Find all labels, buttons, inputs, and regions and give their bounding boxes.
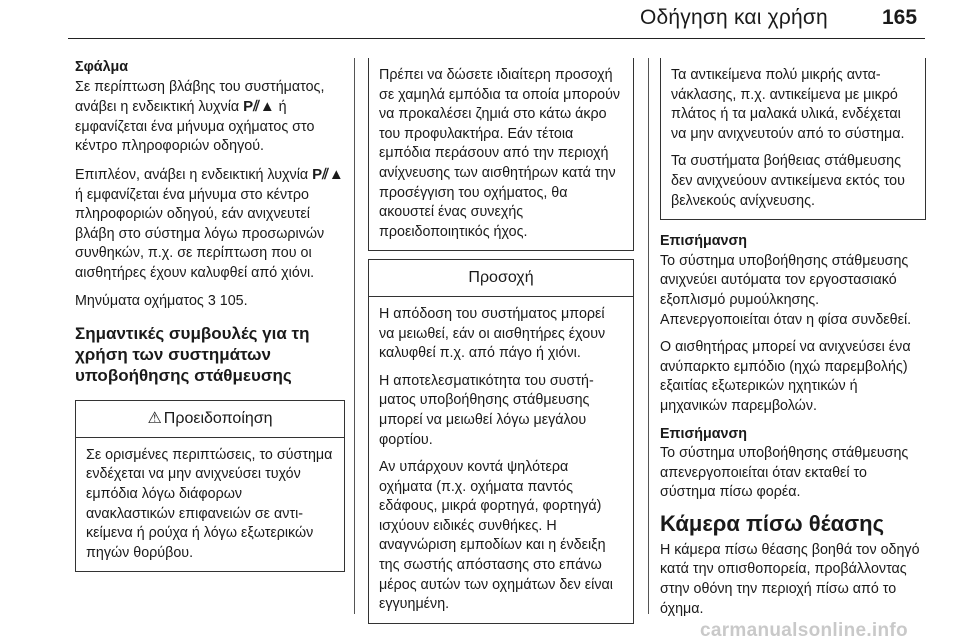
warning-triangle-icon: ⚠ bbox=[147, 410, 162, 428]
note-text: Το σύστημα υποβοήθησης στάθμευσης απενεργοποιείται όταν εκταθεί το σύστημα πίσω φορέα. bbox=[660, 445, 909, 501]
caution-box-continued bbox=[660, 58, 926, 220]
caution-box bbox=[368, 259, 634, 624]
column-3 bbox=[660, 58, 926, 627]
page-reference-icon: 3 bbox=[207, 292, 216, 309]
column-1 bbox=[75, 58, 345, 572]
header-rule bbox=[68, 38, 925, 39]
caution-paragraph-3: Αν υπάρχουν κοντά ψηλότερα οχήματα (π.χ. οχήματα παντός εδάφους, μικρά φορτηγά, φορτηγά) ισχύουν ειδικές συνθήκες. Η αναγνώριση εμποδίων και η ένδειξη της σωστής απόστασης στο επάνω μέρος αυτών των οχημάτων δεν είναι εγγυημένη. bbox=[379, 459, 613, 613]
warning-continued-text: Πρέπει να δώσετε ιδιαίτερη προσοχή σε χαμηλά εμπόδια τα οποία μπορούν να προκαλέσει ζημιά στο κάτω άκρο του προφυλακτήρα. Εάν τέτοια εμπόδια περάσουν από την περιοχή ανίχνευσης των αισθητήρων κατά την προσέγγιση του οχήματος, θα ακουστεί ένας συνεχής προειδοποιητικός ήχος. bbox=[379, 67, 621, 240]
fault-paragraph-2: Επιπλέον, ανάβει η ενδεικτική λυχνία P⫽▲ ή εμφανίζεται ένα μήνυμα στο κέντρο πληροφοριών οδηγού, εάν ανιχνευτεί βλάβη στο σύστημα λόγω προσωρινών συνθηκών, π.χ. σε περίπτωση που οι αισθητήρες έχουν καλυφθεί από χιόνι. bbox=[75, 165, 344, 281]
column-divider bbox=[648, 58, 649, 614]
fault-paragraph-1: Σε περίπτωση βλάβης του συστήματος, ανάβει η ενδεικτική λυχνία P⫽▲ ή εμφανίζεται ένα μήνυμα οχήματος στο κέντρο πληροφοριών οδηγού. bbox=[75, 78, 325, 155]
caution-paragraph-1: Η απόδοση του συστήματος μπορεί να μειωθεί, εάν οι αισθητήρες έχουν καλυφθεί π.χ. από πάγο ή χιόνι. bbox=[379, 305, 606, 362]
warning-box-header bbox=[76, 401, 344, 438]
note-text: Το σύστημα υποβοήθησης στάθμευσης ανιχνεύει αυτόματα τον εργοστασιακό εξοπλισμό ρυμούλκησης. Απενεργοποιείται όταν η φίσα συνδεθεί. bbox=[660, 252, 912, 328]
note-text-2: Ο αισθητήρας μπορεί να ανιχνεύσει ένα ανύπαρκτο εμπόδιο (ηχώ παρεμβολής) εξαιτίας εξωτερικών ηχητικών ή μηχανικών παρεμβολών. bbox=[660, 339, 911, 414]
column-divider bbox=[354, 58, 355, 614]
warning-title: Προειδοποίηση bbox=[163, 410, 273, 428]
park-assist-icon: P⫽▲ bbox=[312, 165, 344, 183]
caution-box-header bbox=[369, 260, 633, 297]
page-number: 165 bbox=[882, 6, 918, 29]
note-label: Επισήμανση bbox=[660, 233, 747, 250]
watermark: carmanualsonline.info bbox=[700, 620, 908, 641]
fault-heading: Σφάλμα bbox=[75, 59, 129, 75]
caution-paragraph-2: Η αποτελεσματικότητα του συστήματος υποβοήθησης στάθμευσης μπορεί να μειωθεί λόγω μεγάλου φορτίου. bbox=[379, 372, 594, 448]
header-title: Οδήγηση και χρήση bbox=[640, 6, 828, 29]
caution-continued-2: Τα συστήματα βοήθειας στάθμευσης δεν ανιχνεύουν αντικείμενα εκτός του βελνεκούς ανίχνευσης. bbox=[671, 153, 905, 209]
page-reference-link[interactable]: 105. bbox=[219, 292, 248, 309]
camera-heading: Κάμερα πίσω θέασης bbox=[660, 510, 885, 536]
column-2 bbox=[368, 58, 634, 624]
fault-paragraph-3: Μηνύματα οχήματος 3 105. bbox=[75, 292, 248, 309]
warning-box-continued bbox=[368, 58, 634, 251]
caution-title: Προσοχή bbox=[468, 269, 534, 287]
camera-text: Η κάμερα πίσω θέασης βοηθά τον οδηγό κατά την οπισθοπορεία, προβάλλοντας στην οθόνη την περιοχή πίσω από το όχημα. bbox=[660, 541, 920, 617]
tips-heading: Σημαντικές συμβουλές για τη χρήση των συστημάτων υποβοήθησης στάθμευσης bbox=[75, 324, 310, 386]
warning-box bbox=[75, 400, 345, 572]
caution-continued-1: Τα αντικείμενα πολύ μικρής αντανάκλασης, π.χ. αντικείμενα με μικρό πλάτος ή τα μαλακά υλικά, ενδέχεται να μην ανιχνευτούν από το σύστημα. bbox=[671, 67, 905, 142]
park-assist-icon: P⫽▲ bbox=[243, 98, 275, 116]
note-label: Επισήμανση bbox=[660, 425, 747, 442]
warning-text: Σε ορισμένες περιπτώσεις, το σύστημα ενδέχεται να μην ανιχνεύσει τυχόν εμπόδια λόγω διάφορων ανακλαστικών επιφανειών σε αντικείμενα ή ρούχα ή λόγω εξωτερικών πηγών θορύβου. bbox=[86, 446, 333, 561]
